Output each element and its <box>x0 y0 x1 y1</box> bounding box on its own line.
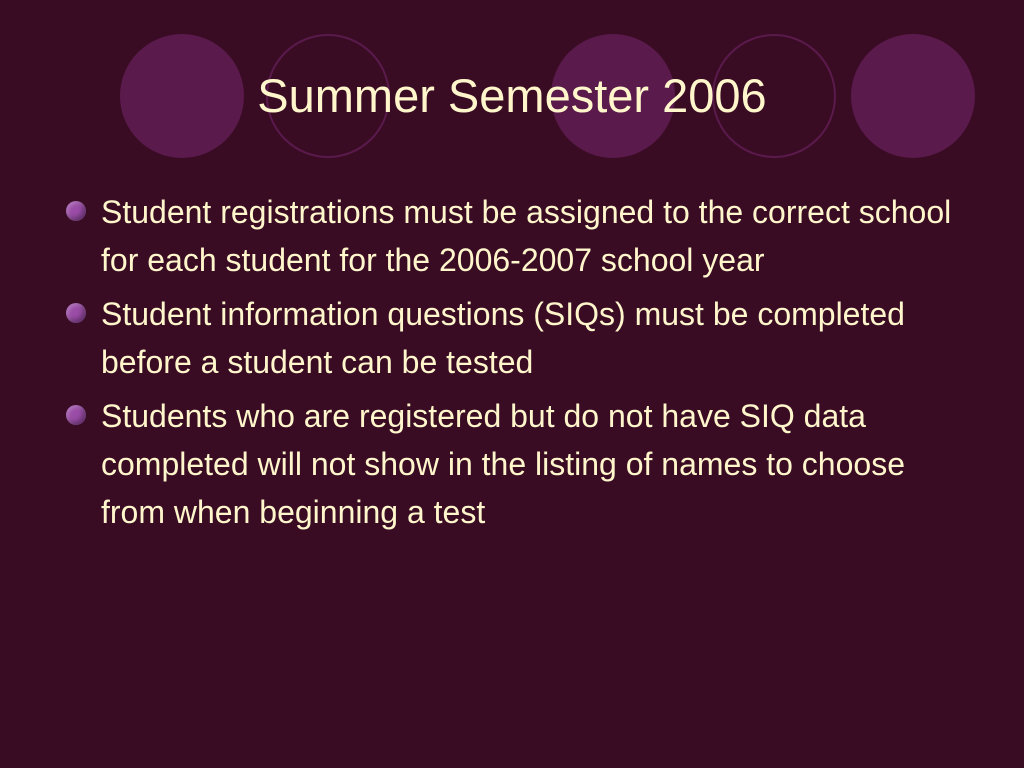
bullet-dot-icon <box>66 405 86 425</box>
bullet-item <box>64 392 974 536</box>
slide-title: Summer Semester 2006 <box>257 69 767 122</box>
bullet-item <box>64 290 974 386</box>
bullet-text: Student registrations must be assigned to the correct school for each student for the 2006-2007 school year <box>101 194 952 278</box>
bullet-text: Students who are registered but do not have SIQ data completed will not show in the listing of names to choose from when beginning a test <box>101 398 905 530</box>
bullet-dot-icon <box>66 303 86 323</box>
bullet-list <box>64 188 974 542</box>
bullet-dot-icon <box>66 201 86 221</box>
bullet-text: Student information questions (SIQs) must be completed before a student can be tested <box>101 296 905 380</box>
bullet-item <box>64 188 974 284</box>
